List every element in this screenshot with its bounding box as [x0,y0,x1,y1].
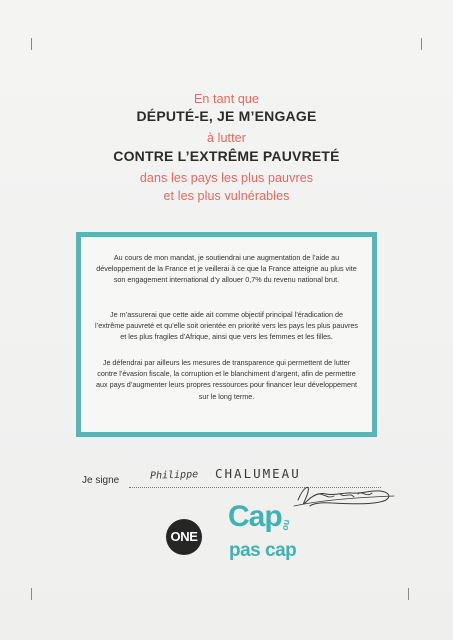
header-line-2: DÉPUTÉ-E, JE M’ENGAGE [136,108,317,124]
signatory-first-name: Philippe [149,469,199,482]
one-logo: ONE [166,519,202,555]
commitment-box [76,232,377,437]
commitment-paragraph-3: Je défendrai par ailleurs les mesures de transparence qui permettent de lutter contre l’évasion fiscale, la corruption et le blanchiment d’argent, afin de permettre aux pays d’augmenter leurs propres ressources pour financer leur développement sur le long terme. [96,358,357,401]
crop-mark-top-left [31,38,32,50]
header-line-1: En tant que [193,92,260,106]
commitment-paragraph-2: Je m’assurerai que cette aide ait comme objectif principal l’éradication de l’extrême pauvreté et qu’elle soit orientée en priorité vers les pays les plus pauvres et les plus fragiles d’Afrique, ainsi que vers les femmes et les filles. [95,310,358,342]
crop-mark-top-right [421,38,422,50]
crop-mark-bottom-left [31,588,32,600]
handwritten-signature [292,478,397,514]
cap-logo-pas-cap: pas cap [229,540,297,561]
crop-mark-bottom-right [408,588,409,600]
commitment-paragraph-1: Au cours de mon mandat, je soutiendrai une augmentation de l’aide au développement de la France et je veillerai à ce que la France atteigne au plus vite son engagement international d’y allouer 0,7% du revenu national brut. [96,253,357,285]
cap-logo-ou: ou [279,518,292,532]
signature-label: Je signe [82,475,120,486]
header-line-5: dans les pays les plus pauvres [139,171,314,185]
header-line-3: à lutter [206,131,246,145]
cap-logo-cap: Cap [228,500,282,533]
header-line-4: CONTRE L’EXTRÊME PAUVRETÉ [113,148,340,164]
header-line-6: et les plus vulnérables [163,189,290,203]
signatory-last-name: CHALUMEAU [215,466,301,481]
